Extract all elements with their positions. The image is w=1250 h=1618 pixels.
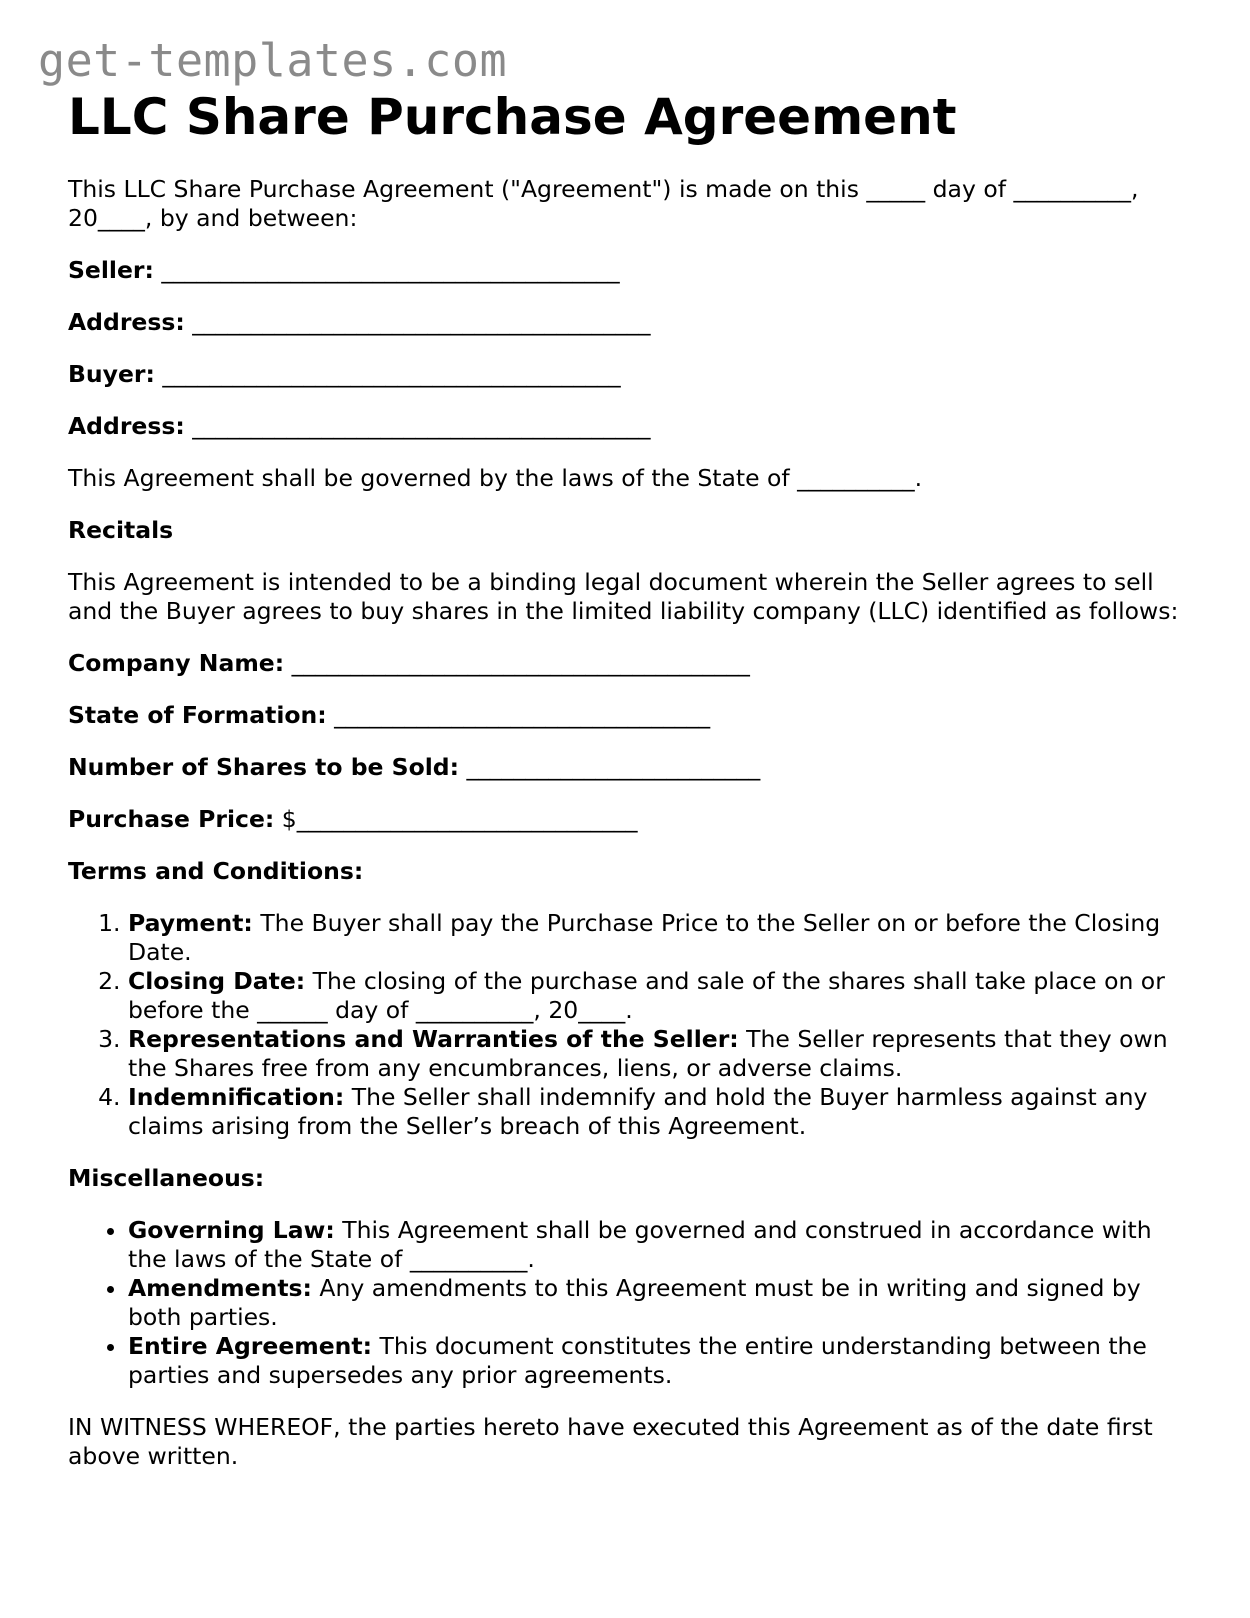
misc-item-text: This Agreement shall be governed and construed in accordance with the laws of the State of __________.	[128, 1216, 1152, 1273]
seller-address-label: Address:	[68, 308, 185, 336]
misc-item-label: Governing Law:	[128, 1216, 335, 1244]
terms-item-label: Closing Date:	[128, 967, 306, 995]
number-of-shares-blank: _________________________	[459, 753, 761, 781]
terms-item-label: Payment:	[128, 909, 253, 937]
intro-paragraph: This LLC Share Purchase Agreement ("Agreement") is made on this _____ day of __________, 20____, by and between:	[68, 175, 1139, 232]
terms-item-label: Indemnification:	[128, 1083, 345, 1111]
miscellaneous-heading: Miscellaneous:	[68, 1164, 265, 1192]
company-name-label: Company Name:	[68, 649, 285, 677]
site-watermark: get-templates.com	[38, 34, 508, 87]
terms-list	[68, 909, 1188, 1141]
terms-item-representations	[128, 1025, 1188, 1083]
seller-field	[68, 256, 1188, 285]
purchase-price-label: Purchase Price:	[68, 805, 275, 833]
company-name-field	[68, 649, 1188, 678]
misc-item-governing-law	[128, 1216, 1188, 1274]
document-body	[68, 86, 1188, 1471]
number-of-shares-field	[68, 753, 1188, 782]
seller-address-blank: _______________________________________	[184, 308, 651, 336]
terms-item-text: The Buyer shall pay the Purchase Price to the Seller on or before the Closing Date.	[128, 909, 1161, 966]
recitals-heading: Recitals	[68, 516, 174, 544]
misc-item-entire-agreement	[128, 1332, 1188, 1390]
number-of-shares-label: Number of Shares to be Sold:	[68, 753, 460, 781]
misc-item-label: Entire Agreement:	[128, 1332, 373, 1360]
state-of-formation-label: State of Formation:	[68, 701, 327, 729]
recitals-body: This Agreement is intended to be a binding legal document wherein the Seller agrees to sell and the Buyer agrees to buy shares in the limited liability company (LLC) identified as follows:	[68, 568, 1179, 625]
terms-item-label: Representations and Warranties of the Seller:	[128, 1025, 739, 1053]
company-name-blank: _______________________________________	[284, 649, 750, 677]
terms-item-text: The Seller represents that they own the Shares free from any encumbrances, liens, or adverse claims.	[128, 1025, 1168, 1082]
state-of-formation-field	[68, 701, 1188, 730]
seller-label: Seller:	[68, 256, 154, 284]
state-of-formation-blank: ________________________________	[326, 701, 711, 729]
misc-item-label: Amendments:	[128, 1274, 312, 1302]
witness-clause: IN WITNESS WHEREOF, the parties hereto have executed this Agreement as of the date first above written.	[68, 1413, 1153, 1470]
buyer-address-field	[68, 412, 1188, 441]
seller-address-field	[68, 308, 1188, 337]
seller-blank: _______________________________________	[153, 256, 620, 284]
terms-item-text: The closing of the purchase and sale of the shares shall take place on or before the ______ day of __________, 20____.	[128, 967, 1165, 1024]
buyer-label: Buyer:	[68, 360, 155, 388]
terms-item-text: The Seller shall indemnify and hold the Buyer harmless against any claims arising from the Seller’s breach of this Agreement.	[128, 1083, 1148, 1140]
purchase-price-field	[68, 805, 1188, 834]
purchase-price-blank: $_____________________________	[274, 805, 638, 833]
terms-item-payment	[128, 909, 1188, 967]
miscellaneous-list	[68, 1216, 1188, 1390]
buyer-field	[68, 360, 1188, 389]
governing-law-sentence: This Agreement shall be governed by the laws of the State of __________.	[68, 464, 923, 492]
buyer-address-blank: _______________________________________	[184, 412, 651, 440]
misc-item-amendments	[128, 1274, 1188, 1332]
buyer-address-label: Address:	[68, 412, 185, 440]
terms-heading: Terms and Conditions:	[68, 857, 364, 885]
misc-item-text: Any amendments to this Agreement must be in writing and signed by both parties.	[128, 1274, 1141, 1331]
misc-item-text: This document constitutes the entire understanding between the parties and supersedes any prior agreements.	[128, 1332, 1147, 1389]
document-title: LLC Share Purchase Agreement	[68, 88, 957, 146]
terms-item-indemnification	[128, 1083, 1188, 1141]
terms-item-closing-date	[128, 967, 1188, 1025]
buyer-blank: _______________________________________	[154, 360, 621, 388]
